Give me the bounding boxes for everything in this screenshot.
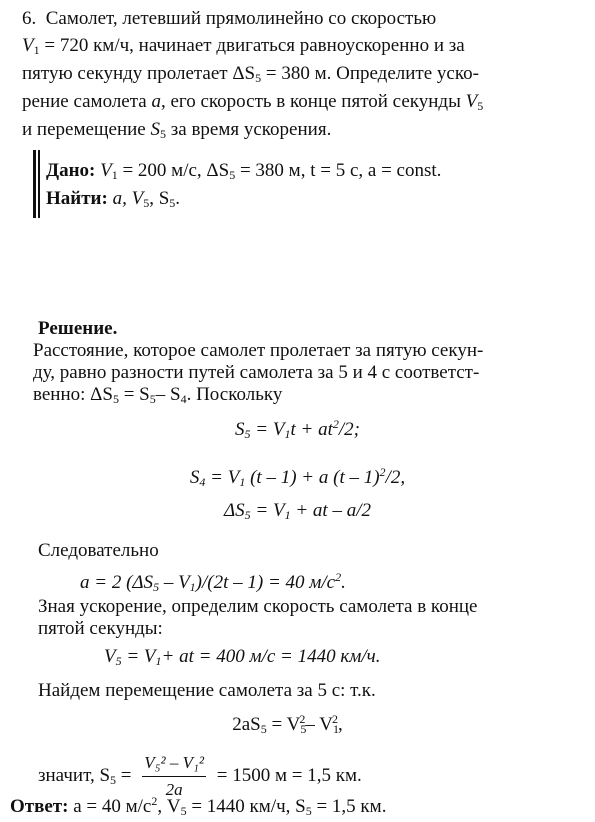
problem-line-3: пятую секунду пролетает $\Delta S_5 = 380$ м. Определите уско- — [22, 63, 479, 85]
answer-line: Ответ: a = 40 $м/с^2$, $V_5 = 1440$ км/ч, $S_5 = 1,5$ км. — [10, 794, 387, 818]
given-line: Дано: $V_1 = 200$ м/с, $\Delta S_5 = 380$ м, t = 5 с, a = const. — [46, 160, 442, 182]
problem-line-5: и перемещение $S_5$ за время ускорения. — [22, 119, 332, 141]
problem-line-1: 6. Самолет, летевший прямолинейно со скоростью — [22, 8, 437, 29]
solution-p1: Расстояние, которое самолет пролетает за пятую секун- — [33, 340, 484, 361]
problem-line-2: $V_1 = 720$ км/ч, начинает двигаться равноускоренно и за — [22, 35, 465, 57]
equation-2: $S_4 = V_1$ (t – 1) + a (t – 1)$^2$/2, — [189, 465, 406, 489]
equation-1: $S_5 = V_1t + at^2/2$; — [235, 417, 360, 441]
solution-p4: Зная ускорение, определим скорость самолета в конце — [38, 596, 478, 617]
find-line: Найти: a, $V_5$, $S_5$. — [46, 188, 181, 210]
solution-p5: пятой секунды: — [38, 618, 163, 639]
fraction-denominator: 2a — [165, 780, 183, 799]
equation-6: $2aS_5 = V_5^2-$ $V_1^2$, — [232, 712, 343, 736]
fraction-numerator: V₅² – V₁² — [142, 752, 206, 777]
equation-4: a = 2 $(\Delta S_5 - V_1)/(2t - 1) = 40$ $м/с^2$. — [80, 570, 346, 594]
equation-3: $\Delta S_5 = V_1$ + at – a/2 — [224, 500, 371, 522]
solution-p2: ду, равно разности путей самолета за 5 и 4 с соответст- — [33, 362, 480, 383]
given-bar-inner — [38, 150, 40, 218]
solution-p6: Найдем перемещение самолета за 5 с: т.к. — [38, 680, 376, 701]
given-bar — [33, 150, 36, 218]
equation-5: $V_5 = V_1+$ at = 400 м/с = 1440 км/ч. — [104, 646, 381, 668]
therefore-text: Следовательно — [38, 540, 159, 561]
solution-heading: Решение. — [38, 318, 118, 339]
solution-p3: венно: $\Delta S_5 = S_5-$ $S_4$. Поскольку — [33, 384, 283, 406]
result-line: значит, $S_5$ = $\frac{\text{V₅² – V₁²}}{2a}$ = 1500 м = 1,5 км. — [38, 753, 362, 799]
problem-line-4: рение самолета a, его скорость в конце пятой секунды $V_5$ — [22, 91, 484, 113]
